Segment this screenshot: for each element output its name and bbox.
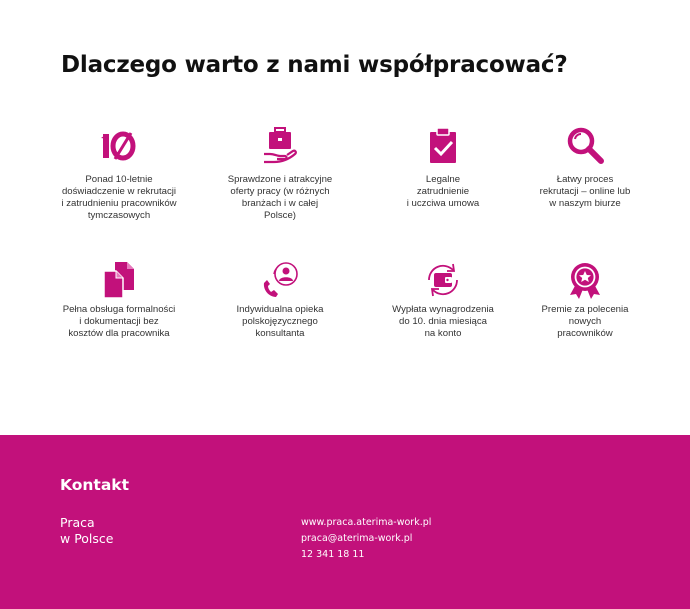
phone-support-icon <box>258 258 302 302</box>
tagline-line-2: w Polsce <box>60 531 114 546</box>
feature-salary-payout <box>368 258 518 340</box>
feature-label: Ponad 10-letnie doświadczenie w rekrutacji i zatrudnieniu pracowników tymczasowych <box>61 174 177 221</box>
website-link[interactable]: www.praca.aterima-work.pl <box>301 517 432 528</box>
feature-label: Sprawdzone i atrakcyjne oferty pracy (w różnych branżach i w całej Polsce) <box>227 174 333 221</box>
feature-full-paperwork <box>44 258 194 340</box>
section-heading: Dlaczego warto z nami współpracować? <box>61 52 568 78</box>
wallet-cycle-icon <box>421 258 465 302</box>
feature-legal-employment <box>368 124 518 210</box>
feature-label: Wypłata wynagrodzenia do 10. dnia miesiąca na konto <box>392 304 494 339</box>
contact-footer <box>0 435 690 609</box>
phone-number[interactable]: 12 341 18 11 <box>301 549 365 560</box>
footer-tagline <box>60 515 114 547</box>
briefcase-hand-icon <box>258 124 302 168</box>
feature-label: Pełna obsługa formalności i dokumentacji bez kosztów dla pracownika <box>62 304 176 339</box>
award-badge-icon <box>563 258 607 302</box>
ten-years-icon <box>97 124 141 168</box>
feature-referral-bonus <box>510 258 660 340</box>
feature-job-offers <box>205 124 355 222</box>
feature-consultant <box>205 258 355 340</box>
feature-label: Łatwy proces rekrutacji – online lub w naszym biurze <box>539 174 631 209</box>
feature-label: Indywidualna opieka polskojęzycznego konsultanta <box>236 304 324 339</box>
documents-icon <box>97 258 141 302</box>
contact-details <box>301 515 431 563</box>
email-link[interactable]: praca@aterima-work.pl <box>301 533 413 544</box>
tagline-line-1: Praca <box>60 515 95 530</box>
clipboard-check-icon <box>421 124 465 168</box>
feature-label: Premie za polecenia nowych pracowników <box>541 304 629 339</box>
feature-experience <box>44 124 194 222</box>
feature-label: Legalne zatrudnienie i uczciwa umowa <box>406 174 480 209</box>
magnifier-icon <box>563 124 607 168</box>
footer-title: Kontakt <box>60 476 130 494</box>
feature-easy-recruitment <box>510 124 660 210</box>
